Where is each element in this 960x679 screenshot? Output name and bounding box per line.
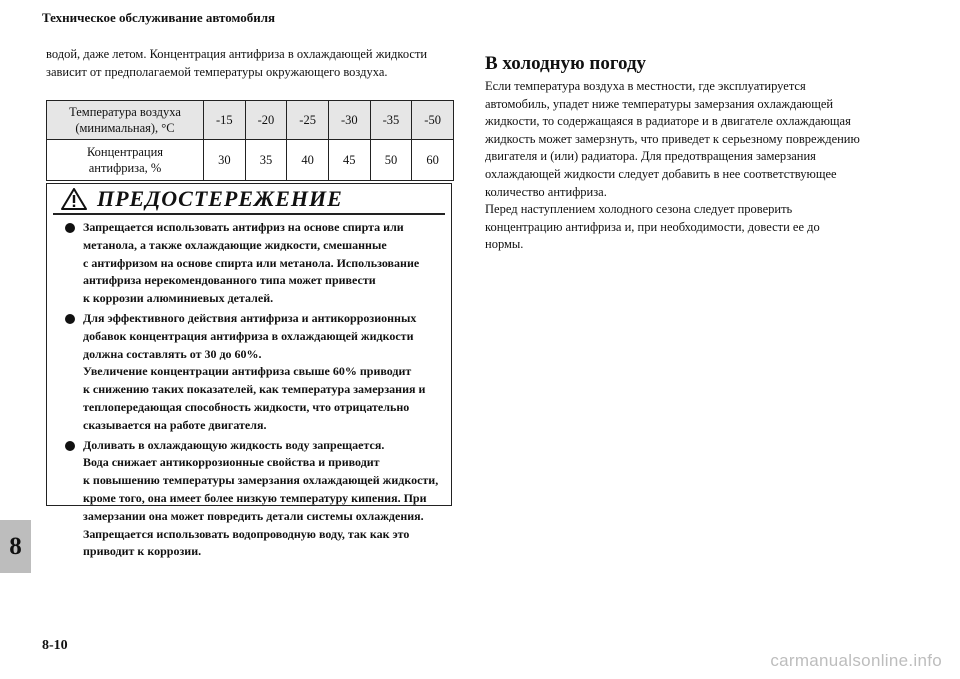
warning-line: сказывается на работе двигателя. (83, 417, 267, 432)
warning-line: к коррозии алюминиевых деталей. (83, 291, 274, 306)
warning-line: антифриза нерекомендованного типа может привести (83, 273, 376, 288)
warning-line: Запрещается использовать водопроводную воду, так как это (83, 526, 410, 541)
warning-line: метанола, а также охлаждающие жидкости, смешанные (83, 237, 387, 252)
bullet-icon (65, 223, 75, 233)
warning-triangle-icon (61, 188, 87, 210)
intro-paragraph (46, 45, 456, 81)
antifreeze-concentration-table (46, 100, 454, 181)
label-line: Температура воздуха (69, 105, 181, 119)
chapter-tab: 8 (0, 520, 31, 573)
warning-box (46, 183, 452, 559)
warning-line: Для эффективного действия антифриза и антикоррозионных (83, 310, 417, 325)
warning-line: к снижению таких показателей, как температура замерзания и (83, 382, 426, 397)
table-cell: -25 (287, 101, 329, 140)
warning-line: с антифризом на основе спирта или метанола. Использование (83, 255, 420, 270)
body-line: количество антифриза. (485, 184, 607, 199)
label-line: антифриза, % (88, 161, 162, 175)
table-row-concentration (47, 140, 454, 181)
body-line: нормы. (485, 237, 524, 252)
body-line: охлаждающей жидкости следует добавить в нее соответствующее (485, 166, 837, 181)
page-number: 8-10 (42, 638, 68, 653)
warning-line: к повышению температуры замерзания охлаждающей жидкости, (83, 473, 439, 488)
body-line: Если температура воздуха в местности, где эксплуатируется (485, 79, 806, 93)
warning-divider (53, 213, 445, 215)
warning-line: приводит к коррозии. (83, 544, 202, 559)
bullet-icon (65, 314, 75, 324)
warning-line: добавок концентрация антифриза в охлаждающей жидкости (83, 328, 414, 343)
table-cell: 35 (245, 140, 287, 181)
table-cell: -15 (204, 101, 246, 140)
intro-line: зависит от предполагаемой температуры окружающего воздуха. (46, 65, 388, 79)
warning-line: Увеличение концентрации антифриза свыше 60% приводит (83, 364, 412, 379)
body-line: двигателя и (или) радиатора. Для предотвращения замерзания (485, 149, 816, 164)
table-row-label (47, 140, 204, 181)
table-cell: 40 (287, 140, 329, 181)
warning-line: кроме того, она имеет более низкую температуру кипения. При (83, 490, 427, 505)
table-cell: -30 (328, 101, 370, 140)
table-row-temperature (47, 101, 454, 140)
body-line: концентрацию антифриза и, при необходимости, довести ее до (485, 219, 820, 234)
label-line: Концентрация (86, 145, 164, 159)
warning-line: замерзании она может повредить детали системы охлаждения. (83, 508, 424, 523)
intro-line: водой, даже летом. Концентрация антифриза в охлаждающей жидкости (46, 47, 428, 61)
warning-item (47, 219, 451, 308)
body-line: жидкость может замерзнуть, что приведет к серьезному повреждению (485, 131, 860, 146)
table-cell: 45 (328, 140, 370, 181)
warning-header (61, 187, 451, 211)
table-cell: -50 (412, 101, 454, 140)
label-line: (минимальная), °C (75, 121, 175, 135)
body-line: Перед наступлением холодного сезона следует проверить (485, 202, 793, 217)
warning-item (47, 437, 451, 562)
warning-line: должна составлять от 30 до 60%. (83, 346, 262, 361)
warning-line: Доливать в охлаждающую жидкость воду запрещается. (83, 437, 385, 452)
body-line: жидкости, то содержащаяся в радиаторе и в двигателе охлаждающая (485, 114, 851, 129)
running-header: Техническое обслуживание автомобиля (42, 10, 276, 25)
table-row-label (47, 101, 204, 140)
section-title: В холодную погоду (485, 53, 647, 74)
table-cell: 30 (204, 140, 246, 181)
watermark: carmanualsonline.info (770, 651, 942, 670)
bullet-icon (65, 441, 75, 451)
warning-item (47, 310, 451, 435)
warning-line: теплопередающая способность жидкости, что отрицательно (83, 399, 410, 414)
body-line: автомобиль, упадет ниже температуры замерзания охлаждающей (485, 96, 834, 111)
warning-line: Вода снижает антикоррозионные свойства и приводит (83, 455, 380, 470)
table-cell: 60 (412, 140, 454, 181)
table-cell: -35 (370, 101, 412, 140)
warning-line: Запрещается использовать антифриз на основе спирта или (83, 220, 404, 234)
section-body (485, 78, 925, 254)
table-cell: -20 (245, 101, 287, 140)
warning-title: ПРЕДОСТЕРЕЖЕНИЕ (97, 186, 343, 211)
table-cell: 50 (370, 140, 412, 181)
